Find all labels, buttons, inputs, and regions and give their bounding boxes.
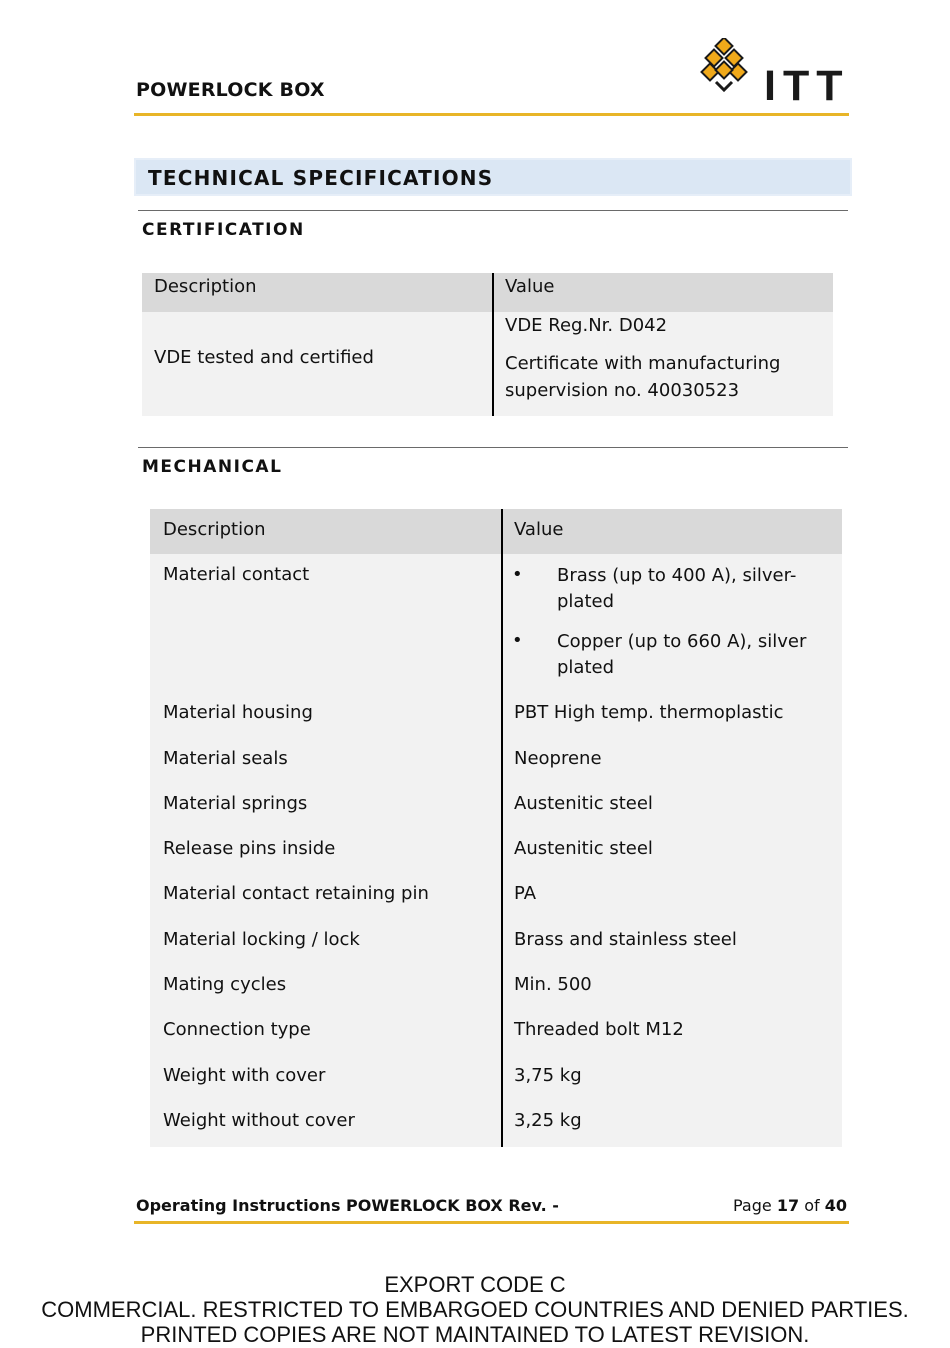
mechanical-heading: MECHANICAL: [142, 457, 283, 477]
cell-description: Material springs: [163, 793, 308, 814]
cell-description: Material housing: [163, 702, 313, 723]
document-title: POWERLOCK BOX: [136, 79, 325, 101]
cell-description: Material contact: [163, 564, 310, 585]
cell-value: Neoprene: [514, 748, 602, 769]
cell-value: Min. 500: [514, 974, 592, 995]
cell-description: Material locking / lock: [163, 929, 360, 950]
of-label: of: [804, 1196, 820, 1215]
cell-description: Weight without cover: [163, 1110, 355, 1131]
cell-description: Release pins inside: [163, 838, 336, 859]
cell-value: PBT High temp. thermoplastic: [514, 702, 784, 723]
cell-value: Austenitic steel: [514, 793, 653, 814]
cell-value: Threaded bolt M12: [514, 1019, 684, 1040]
section-title: TECHNICAL SPECIFICATIONS: [148, 166, 494, 190]
cell-value: 3,25 kg: [514, 1110, 582, 1131]
cell-value: PA: [514, 883, 537, 904]
export-code: EXPORT CODE C: [384, 1272, 566, 1297]
footer-rule: [134, 1221, 849, 1224]
column-header-description: Description: [154, 276, 257, 297]
certification-heading: CERTIFICATION: [142, 220, 305, 240]
page-number: [733, 1196, 847, 1215]
cell-value: 3,75 kg: [514, 1065, 582, 1086]
bullet-icon: •: [512, 630, 523, 651]
cell-value: Certificate with manufacturing: [505, 353, 781, 374]
cell-value: VDE Reg.Nr. D042: [505, 315, 668, 336]
cell-value: supervision no. 40030523: [505, 380, 740, 401]
column-divider: [501, 509, 503, 1147]
footer-document-name: Operating Instructions POWERLOCK BOX Rev. -: [136, 1196, 559, 1215]
cell-value: Brass and stainless steel: [514, 929, 737, 950]
column-header-value: Value: [514, 519, 564, 540]
column-divider: [492, 273, 494, 416]
print-notice: PRINTED COPIES ARE NOT MAINTAINED TO LATEST REVISION.: [140, 1322, 810, 1347]
cell-description: Weight with cover: [163, 1065, 326, 1086]
cell-value: Austenitic steel: [514, 838, 653, 859]
mechanical-rule: [138, 447, 848, 448]
header-rule: [134, 113, 849, 116]
cell-description: Connection type: [163, 1019, 311, 1040]
cell-description: Material seals: [163, 748, 288, 769]
cell-description: VDE tested and certified: [154, 347, 374, 368]
itt-logo-icon: [700, 38, 756, 94]
export-restriction: COMMERCIAL. RESTRICTED TO EMBARGOED COUNTRIES AND DENIED PARTIES.: [41, 1297, 909, 1322]
cell-description: Mating cycles: [163, 974, 287, 995]
column-header-value: Value: [505, 276, 555, 297]
page-total: 40: [824, 1196, 847, 1215]
column-header-description: Description: [163, 519, 266, 540]
bullet-text: plated: [557, 657, 615, 678]
bullet-icon: •: [512, 564, 523, 585]
bullet-text: plated: [557, 591, 615, 612]
page-label: Page: [733, 1196, 772, 1215]
cell-description: Material contact retaining pin: [163, 883, 429, 904]
bullet-text: Copper (up to 660 A), silver: [557, 631, 807, 652]
certification-rule: [138, 210, 848, 211]
itt-logo-text: ITT: [764, 62, 850, 110]
page-current: 17: [776, 1196, 800, 1215]
bullet-text: Brass (up to 400 A), silver-: [557, 565, 797, 586]
